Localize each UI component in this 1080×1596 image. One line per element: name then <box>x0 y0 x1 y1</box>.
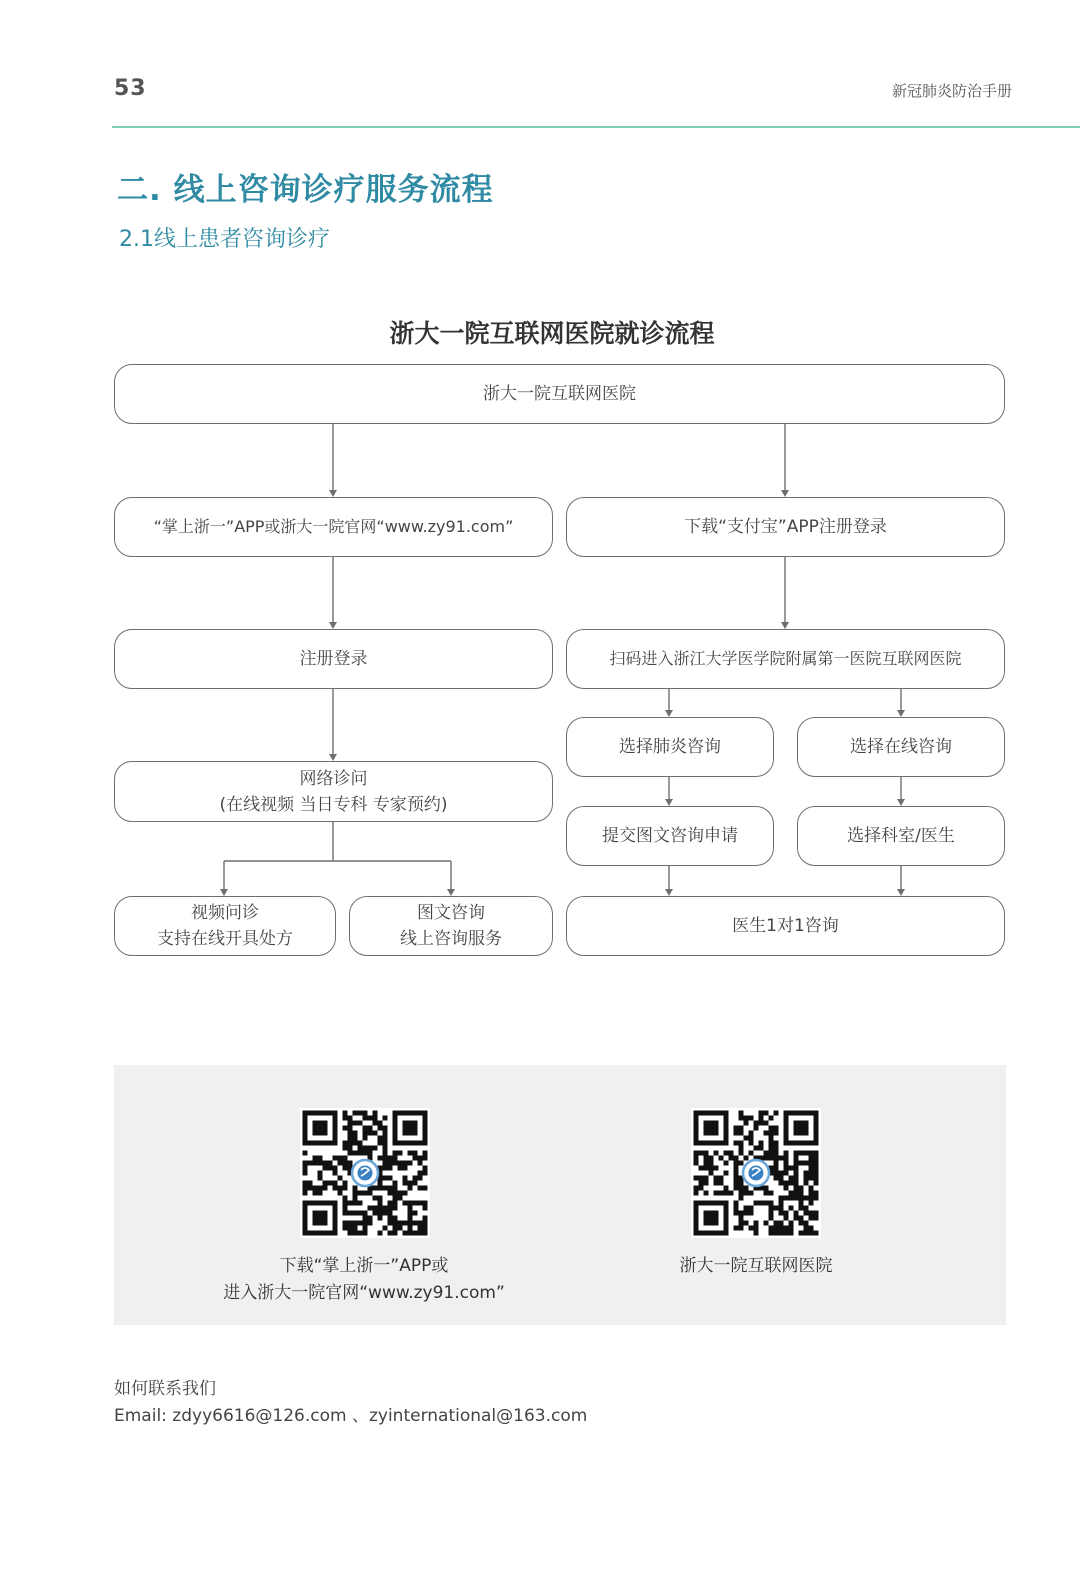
node-label: 下载“支付宝”APP注册登录 <box>684 517 887 537</box>
flowchart-title: 浙大一院互联网医院就诊流程 <box>389 319 715 348</box>
node-label-line2: 支持在线开具处方 <box>157 929 293 949</box>
contact-heading: 如何联系我们 <box>114 1379 216 1399</box>
qr-code-hospital <box>691 1108 821 1238</box>
hospital-logo-icon <box>743 1160 769 1186</box>
node-online-consult <box>797 717 1005 777</box>
node-app-website <box>114 497 553 557</box>
node-label-line2: (在线视频 当日专科 专家预约) <box>219 794 448 815</box>
qr-code-app <box>300 1108 430 1238</box>
page-number: 53 <box>114 76 147 101</box>
node-label-line1: 视频问诊 <box>191 903 259 923</box>
node-network-consult <box>114 761 553 822</box>
node-pneumonia-consult <box>566 717 774 777</box>
node-label: 医生1对1咨询 <box>732 916 839 936</box>
node-label-line1: 图文咨询 <box>417 903 485 923</box>
qr-caption-line1: 浙大一院互联网医院 <box>679 1256 833 1276</box>
contact-email: Email: zdyy6616@126.com 、zyinternational@163.com <box>114 1406 588 1426</box>
node-text-consult <box>349 896 553 956</box>
hospital-logo-icon <box>352 1160 378 1186</box>
node-label: 注册登录 <box>299 649 368 669</box>
node-register <box>114 629 553 689</box>
node-submit-request <box>566 806 774 866</box>
qr-code-icon <box>300 1108 430 1238</box>
node-alipay <box>566 497 1005 557</box>
node-video-consult <box>114 896 336 956</box>
qr-caption-hospital <box>606 1253 906 1280</box>
node-label: 选择科室/医生 <box>847 826 955 846</box>
running-title: 新冠肺炎防治手册 <box>891 82 1012 100</box>
node-doctor-one-on-one <box>566 896 1005 956</box>
node-label-line2: 线上咨询服务 <box>400 929 502 949</box>
section-title: 二. 线上咨询诊疗服务流程 <box>117 172 494 208</box>
node-label: 选择在线咨询 <box>850 737 952 757</box>
node-label: 浙大一院互联网医院 <box>483 384 636 404</box>
qr-panel <box>114 1065 1006 1325</box>
node-label-line1: 网络诊问 <box>299 768 368 789</box>
node-label: “掌上浙一”APP或浙大一院官网“www.zy91.com” <box>153 517 514 536</box>
subsection-title: 2.1线上患者咨询诊疗 <box>119 227 330 252</box>
node-select-dept <box>797 806 1005 866</box>
node-label: 扫码进入浙江大学医学院附属第一医院互联网医院 <box>609 649 962 668</box>
node-scan-enter <box>566 629 1005 689</box>
qr-caption-line2: 进入浙大一院官网“www.zy91.com” <box>223 1283 505 1303</box>
node-label: 提交图文咨询申请 <box>602 826 738 846</box>
qr-caption-app <box>174 1253 554 1307</box>
node-label: 选择肺炎咨询 <box>619 737 721 757</box>
qr-caption-line1: 下载“掌上浙一”APP或 <box>279 1256 449 1276</box>
qr-code-icon <box>691 1108 821 1238</box>
node-hospital-root <box>114 364 1005 424</box>
